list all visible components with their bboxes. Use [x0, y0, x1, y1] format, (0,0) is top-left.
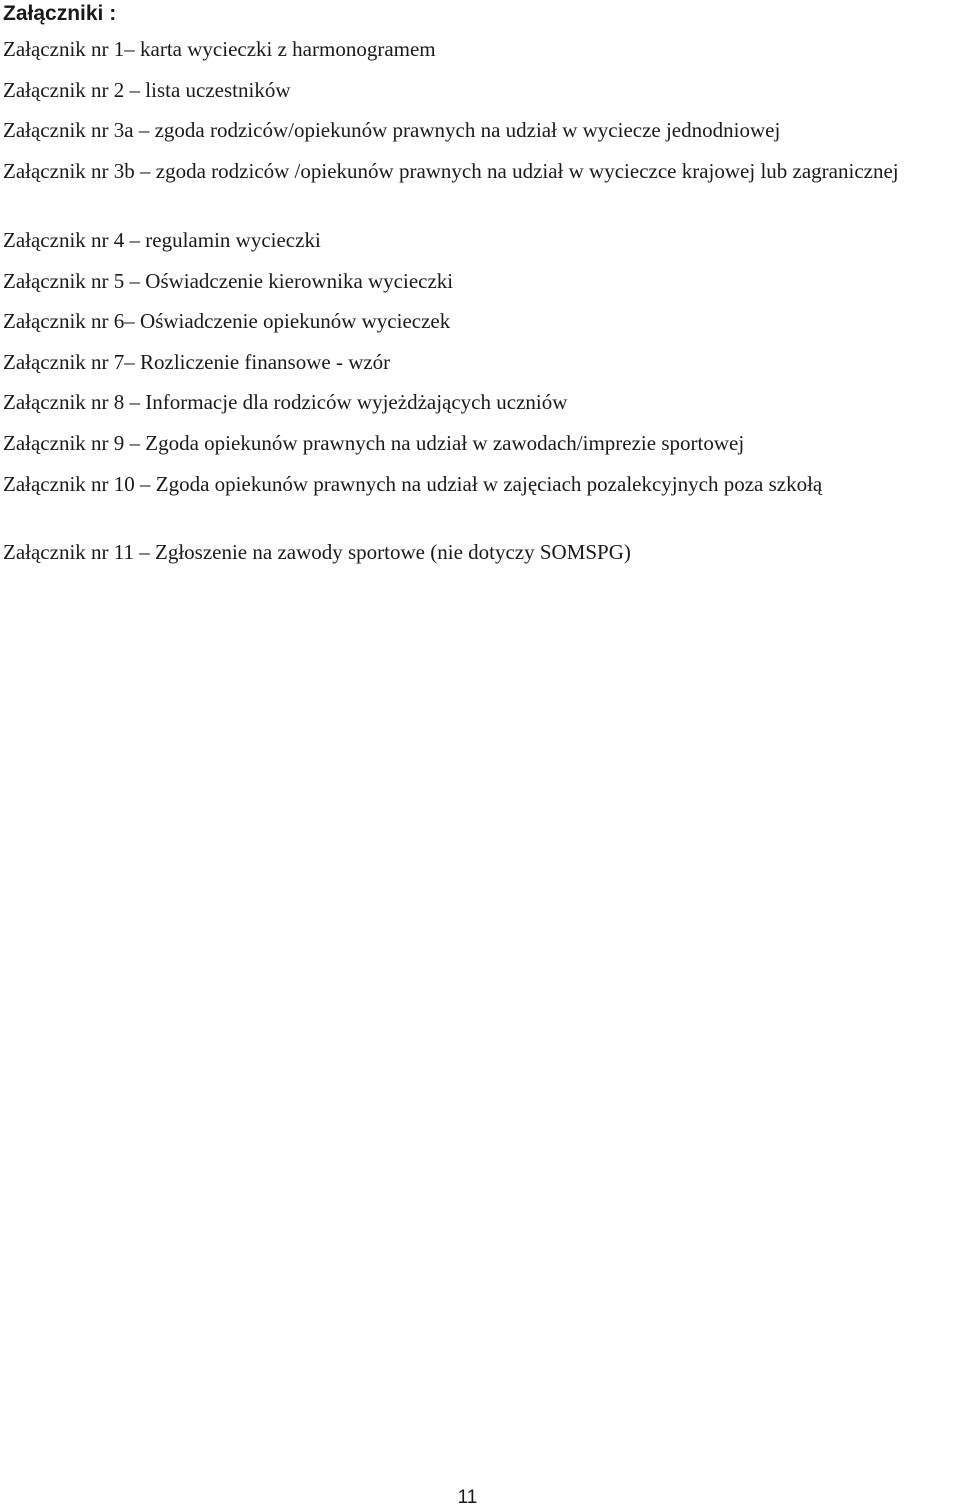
attachment-item-2: Załącznik nr 2 – lista uczestników — [3, 78, 291, 102]
attachment-item-10: Załącznik nr 10 – Zgoda opiekunów prawnych na udział w zajęciach pozalekcyjnych poza szkołą — [3, 472, 823, 496]
attachment-item-6: Załącznik nr 6– Oświadczenie opiekunów wycieczek — [3, 309, 451, 333]
attachment-item-7: Załącznik nr 7– Rozliczenie finansowe - wzór — [3, 350, 391, 374]
attachment-item-3a: Załącznik nr 3a – zgoda rodziców/opiekunów prawnych na udział w wyciecze jednodniowej — [3, 118, 781, 142]
page-number: 11 — [457, 1487, 478, 1508]
attachment-item-3b: Załącznik nr 3b – zgoda rodziców /opiekunów prawnych na udział w wycieczce krajowej lub zagranicznej — [3, 159, 899, 183]
attachment-item-11: Załącznik nr 11 – Zgłoszenie na zawody sportowe (nie dotyczy SOMSPG) — [3, 540, 631, 564]
attachments-heading: Załączniki : — [3, 2, 117, 25]
attachment-item-9: Załącznik nr 9 – Zgoda opiekunów prawnych na udział w zawodach/imprezie sportowej — [3, 431, 745, 455]
attachment-item-5: Załącznik nr 5 – Oświadczenie kierownika wycieczki — [3, 269, 454, 293]
attachment-item-8: Załącznik nr 8 – Informacje dla rodziców wyjeżdżających uczniów — [3, 390, 568, 414]
attachment-item-1: Załącznik nr 1– karta wycieczki z harmonogramem — [3, 37, 436, 61]
attachment-item-4: Załącznik nr 4 – regulamin wycieczki — [3, 228, 321, 252]
